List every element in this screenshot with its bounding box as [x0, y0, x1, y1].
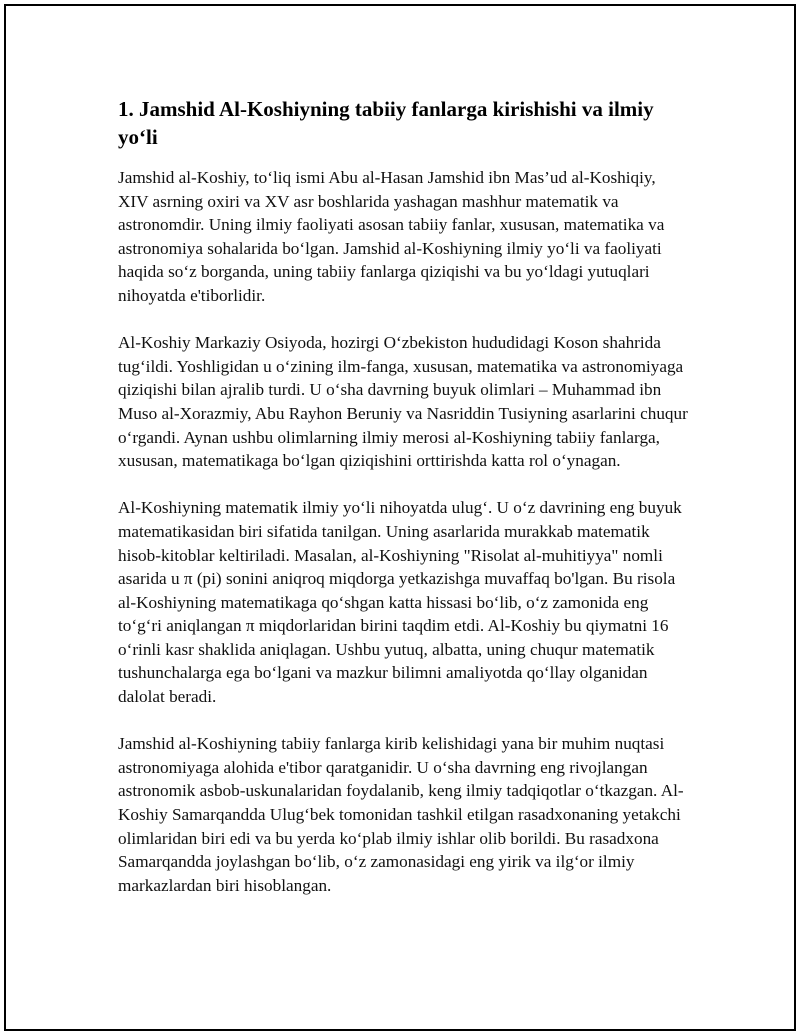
- paragraph-2: Al-Koshiy Markaziy Osiyoda, hozirgi O‘zbekiston hududidagi Koson shahrida tug‘ildi. Yoshligidan u o‘zining ilm-fanga, xususan, matematika va astronomiyaga qiziqishi bilan ajralib turdi. U o‘sha davrning buyuk olimlari – Muhammad ibn Muso al-Xorazmiy, Abu Rayhon Beruniy va Nasriddin Tusiyning asarlarini chuqur o‘rgandi. Aynan ushbu olimlarning ilmiy merosi al-Koshiyning tabiiy fanlarga, xususan, matematikaga bo‘lgan qiziqishini orttirishda katta rol o‘ynagan.: [118, 333, 688, 471]
- paragraph-3: Al-Koshiyning matematik ilmiy yo‘li nihoyatda ulug‘. U o‘z davrining eng buyuk matematikasidan biri sifatida tanilgan. Uning asarlarida murakkab matematik hisob-kitoblar keltiriladi. Masalan, al-Koshiyning "Risolat al-muhitiyya" nomli asarida u π (pi) sonini aniqroq miqdorga yetkazishga muvaffaq bo'lgan. Bu risola al-Koshiyning matematikaga qo‘shgan katta hissasi bo‘lib, o‘z zamonida eng to‘g‘ri aniqlangan π miqdorlaridan birini taqdim etdi. Al-Koshiy bu qiymatni 16 o‘rinli kasr shaklida aniqlagan. Ushbu yutuq, albatta, uning chuqur matematik tushunchalarga ega bo‘lgani va mazkur bilimni amaliyotda qo‘llay olganidan dalolat beradi.: [118, 498, 682, 707]
- paragraph-1: Jamshid al-Koshiy, to‘liq ismi Abu al-Hasan Jamshid ibn Mas’ud al-Koshiqiy, XIV asrning oxiri va XV asr boshlarida yashagan mashhur matematik va astronomdir. Uning ilmiy faoliyati asosan tabiiy fanlar, xususan, matematika va astronomiya sohalarida bo‘lgan. Jamshid al-Koshiyning ilmiy yo‘li va faoliyati haqida so‘z borganda, uning tabiiy fanlarga qiziqishi va bu yo‘ldagi yutuqlari nihoyatda e'tiborlidir.: [118, 168, 665, 305]
- paragraph-4: Jamshid al-Koshiyning tabiiy fanlarga kirib kelishidagi yana bir muhim nuqtasi astronomiyaga alohida e'tibor qaratganidir. U o‘sha davrning eng rivojlangan astronomik asbob-uskunalaridan foydalanib, keng ilmiy tadqiqotlar o‘tkazgan. Al-Koshiy Samarqandda Ulug‘bek tomonidan tashkil etilgan rasadxonaning yetakchi olimlaridan biri edi va bu yerda ko‘plab ilmiy ishlar olib borildi. Bu rasadxona Samarqandda joylashgan bo‘lib, o‘z zamonasidagi eng yirik va ilg‘or ilmiy markazlardan biri hisoblangan.: [118, 734, 684, 895]
- document-body: [118, 95, 690, 921]
- section-heading: 1. Jamshid Al-Koshiyning tabiiy fanlarga kirishishi va ilmiy yo‘li: [118, 97, 654, 149]
